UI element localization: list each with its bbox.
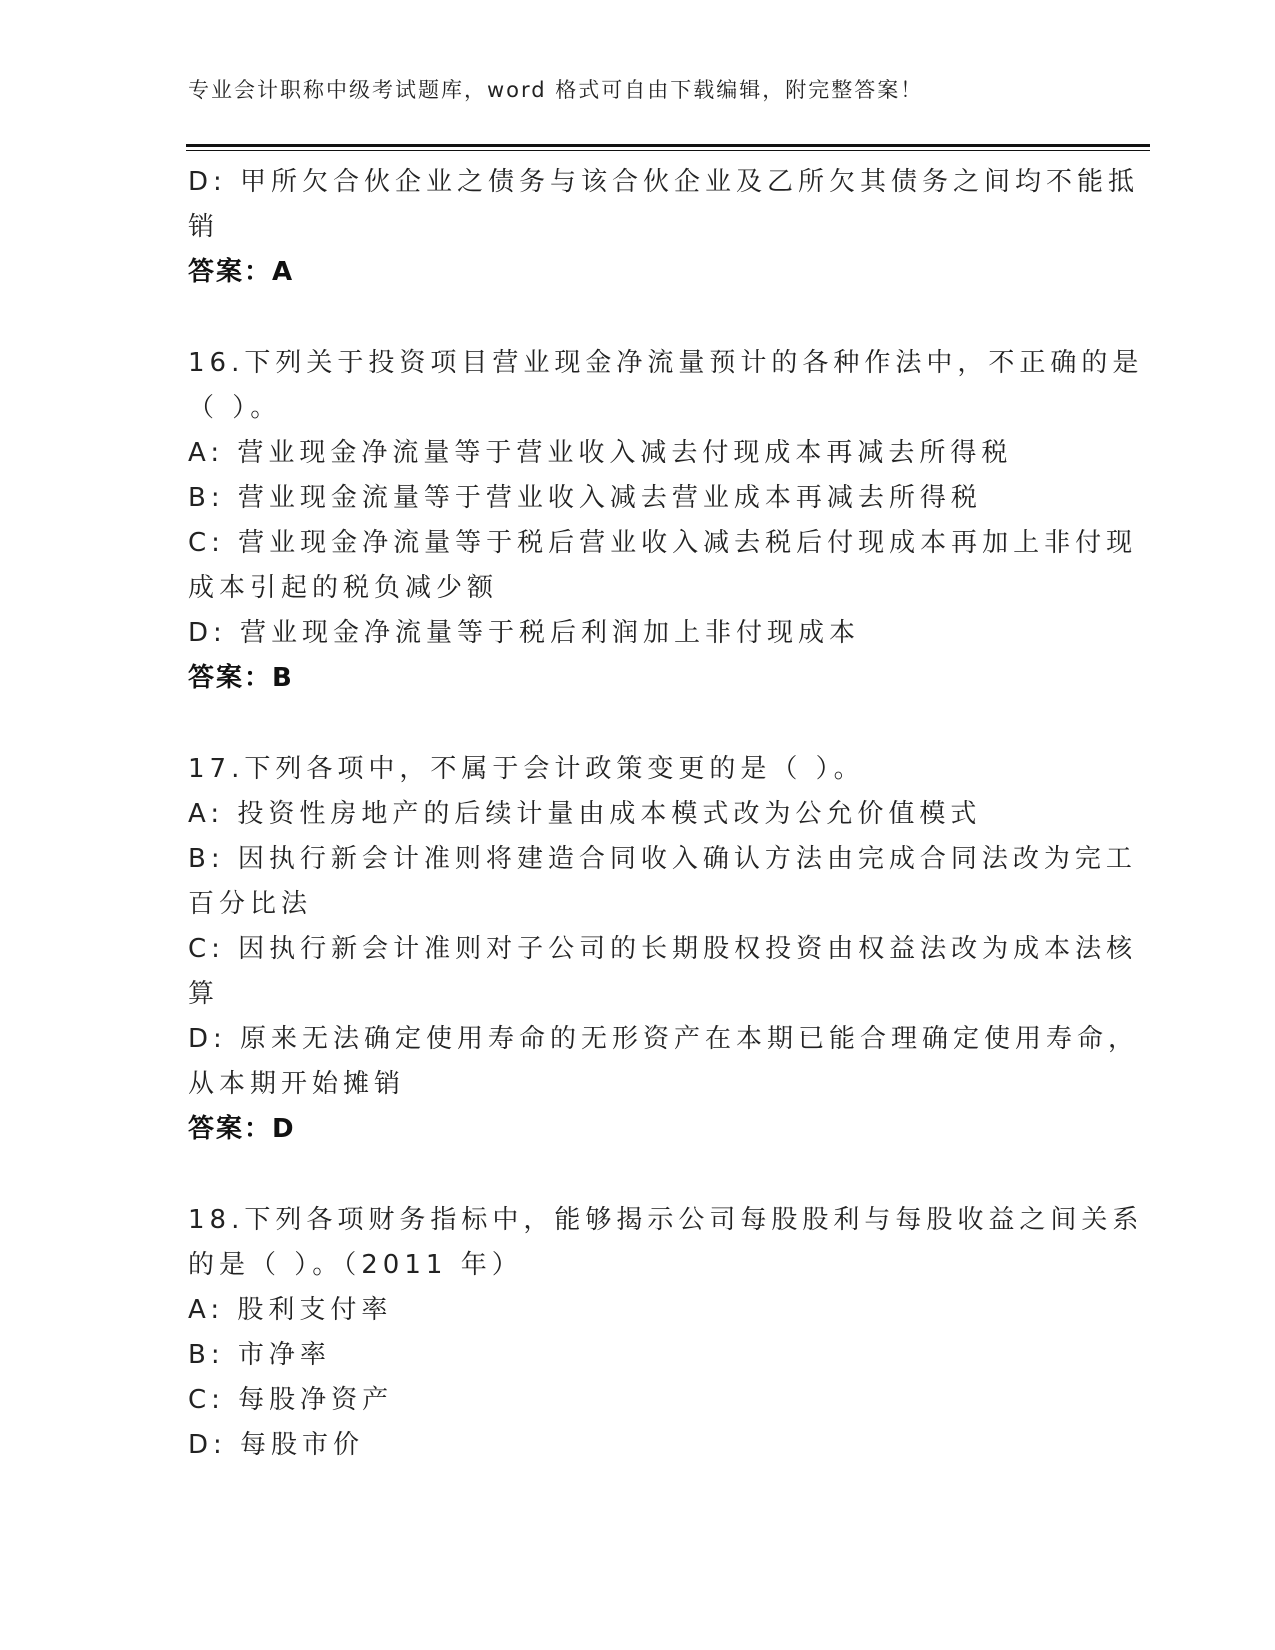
option-c: 成本引起的税负减少额 (188, 573, 499, 603)
question-stem: 16.下列关于投资项目营业现金净流量预计的各种作法中，不正确的是 (188, 348, 1144, 378)
option-a: A: 股利支付率 (188, 1295, 393, 1325)
spacer (188, 1152, 1088, 1198)
question-17 (188, 747, 1140, 1152)
option-c: C: 营业现金净流量等于税后营业收入减去税后付现成本再加上非付现 (188, 528, 1138, 558)
option-d: D: 原来无法确定使用寿命的无形资产在本期已能合理确定使用寿命， (188, 1024, 1140, 1054)
question-stem: 的是（ ）。（2011 年） (188, 1250, 523, 1280)
header-rule-thin (186, 150, 1150, 151)
previous-question-tail (188, 160, 1140, 295)
question-stem: （ ）。 (188, 393, 282, 423)
option-c: C: 每股净资产 (188, 1385, 394, 1415)
option-b: B: 因执行新会计准则将建造合同收入确认方法由完成合同法改为完工 (188, 844, 1137, 874)
option-d: D: 营业现金净流量等于税后利润加上非付现成本 (188, 618, 861, 648)
question-stem: 18.下列各项财务指标中，能够揭示公司每股股利与每股收益之间关系 (188, 1205, 1144, 1235)
spacer (188, 701, 1088, 747)
option-c: C: 因执行新会计准则对子公司的长期股权投资由权益法改为成本法核 (188, 934, 1138, 964)
option-d-line: D: 甲所欠合伙企业之债务与该合伙企业及乙所欠其债务之间均不能抵 (188, 167, 1140, 197)
page-header: 专业会计职称中级考试题库，word 格式可自由下载编辑，附完整答案！ (188, 78, 924, 102)
header-rule-thick (186, 144, 1150, 147)
option-d: D: 每股市价 (188, 1430, 365, 1460)
spacer (188, 295, 1088, 341)
question-16 (188, 341, 1144, 701)
option-b: B: 市净率 (188, 1340, 331, 1370)
answer-line: 答案：A (188, 257, 295, 287)
option-b: B: 营业现金流量等于营业收入减去营业成本再减去所得税 (188, 483, 982, 513)
option-d: 从本期开始摊销 (188, 1069, 406, 1099)
option-a: A: 投资性房地产的后续计量由成本模式改为公允价值模式 (188, 799, 982, 829)
option-b: 百分比法 (188, 889, 313, 919)
question-18 (188, 1198, 1144, 1468)
question-stem: 17.下列各项中，不属于会计政策变更的是（ ）。 (188, 754, 865, 784)
answer-line: 答案：B (188, 663, 294, 693)
option-c: 算 (188, 979, 220, 1009)
option-d-line: 销 (188, 212, 220, 242)
option-a: A: 营业现金净流量等于营业收入减去付现成本再减去所得税 (188, 438, 1013, 468)
answer-line: 答案：D (188, 1114, 296, 1144)
question-content (188, 160, 1144, 1468)
